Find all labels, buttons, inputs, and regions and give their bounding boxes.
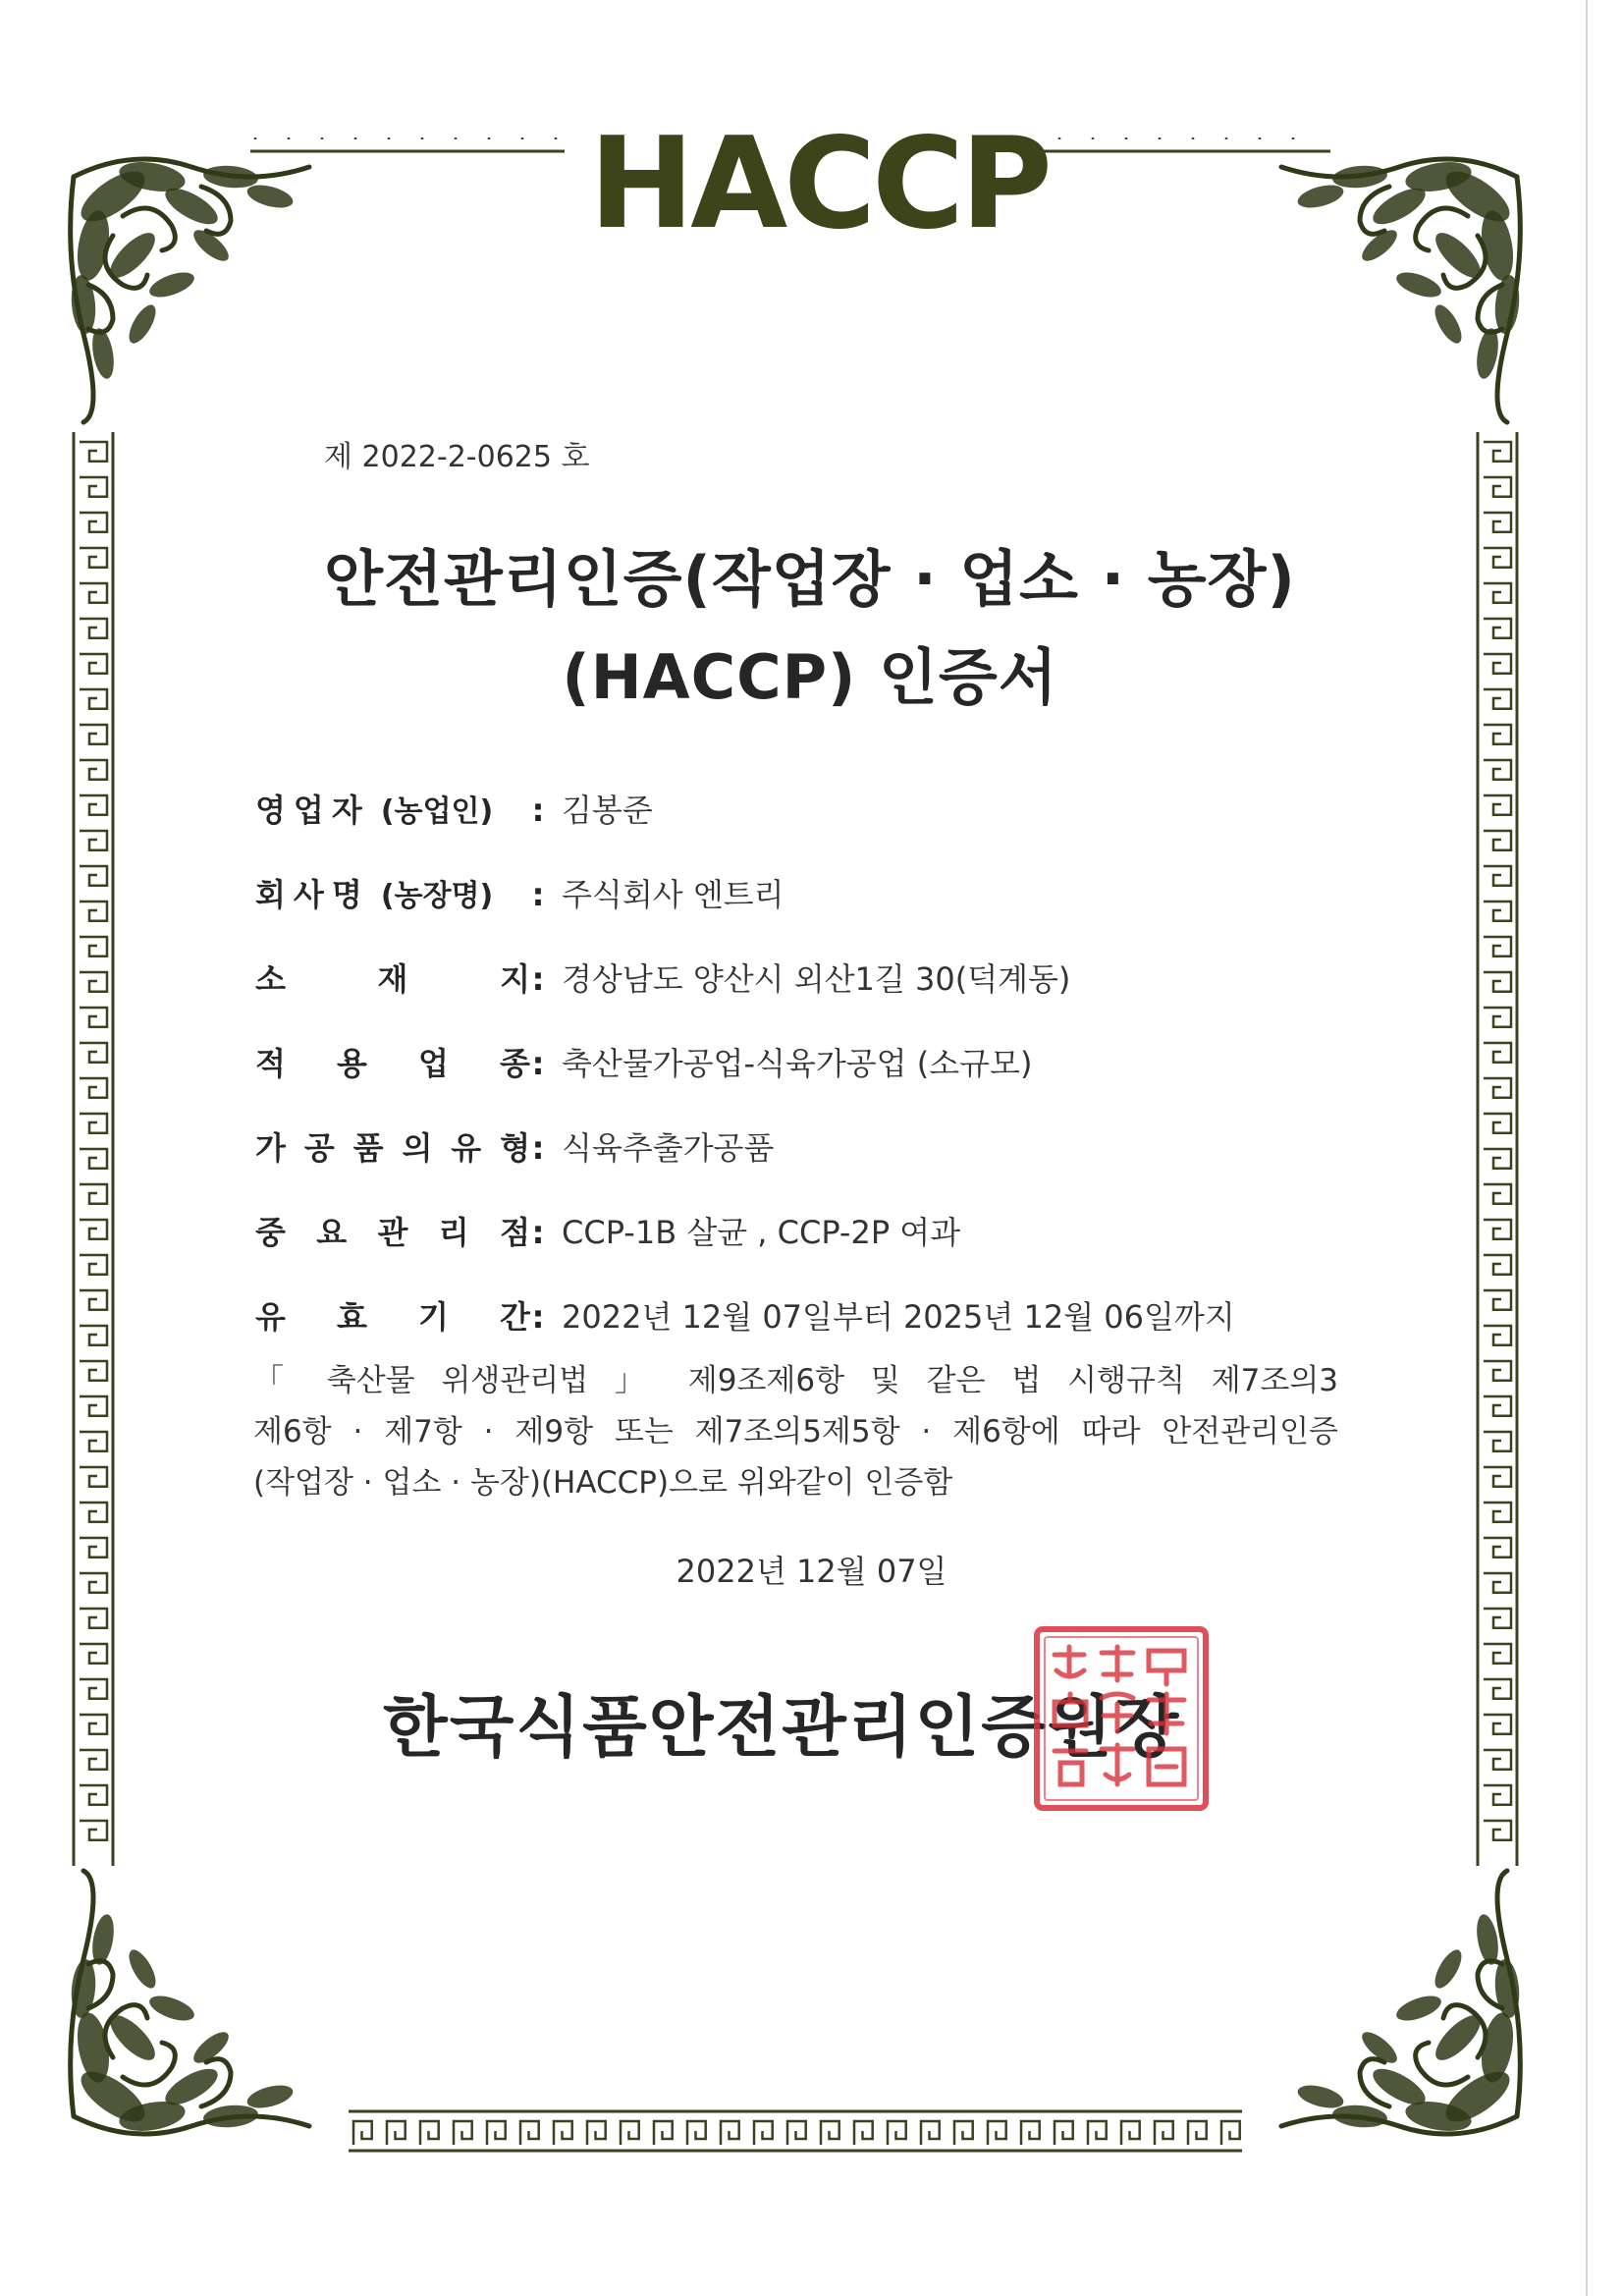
field-colon: : — [531, 1298, 545, 1336]
leaf — [124, 301, 161, 347]
field-colon: : — [531, 1214, 545, 1251]
field-colon: : — [531, 876, 545, 913]
field-label-validity — [255, 1292, 530, 1341]
statement-line: (작업장 · 업소 · 농장)(HACCP)으로 위와같이 인증함 — [253, 1465, 953, 1501]
field-label-char: 기 — [418, 1298, 449, 1336]
seal-graphic — [1033, 1625, 1210, 1812]
issue-date: 2022년 12월 07일 — [676, 1553, 947, 1590]
leaf-scroll — [69, 1871, 309, 2136]
field-label-char: 유 — [451, 1129, 482, 1167]
official-seal — [1033, 1625, 1210, 1812]
field-label-industry — [255, 1039, 530, 1088]
leaf — [244, 181, 296, 212]
leaf — [146, 267, 197, 301]
field-colon: : — [531, 1129, 545, 1167]
field-label-char: 지 — [500, 960, 530, 998]
field-value-ccp: CCP-1B 살균 , CCP-2P 여과 — [562, 1214, 961, 1251]
field-label-char: 재 — [377, 960, 408, 998]
scroll-curl — [1281, 2116, 1517, 2134]
field-label-char: 의 — [402, 1129, 433, 1167]
field-label-char: 효 — [337, 1298, 367, 1336]
field-label-char: 점 — [500, 1214, 530, 1251]
field-label-char: 적 — [255, 1045, 286, 1082]
certificate-title-line-2: (HACCP) 인증서 — [562, 641, 1058, 713]
field-product-type — [255, 1123, 1335, 1173]
corner-ornament-top-left — [54, 137, 378, 432]
field-label-char: 간 — [500, 1298, 530, 1336]
leaf-scroll — [1281, 1871, 1522, 2136]
field-colon: : — [531, 960, 545, 998]
corner-ornament-bottom-right — [1213, 1861, 1537, 2156]
field-label-char: 가 — [255, 1129, 286, 1167]
field-value-address: 경상남도 양산시 외산1길 30(덕계동) — [562, 960, 1071, 998]
field-label-sub: (농업인) — [380, 794, 494, 829]
field-label-address — [255, 955, 530, 1004]
leaf — [1393, 1991, 1444, 2025]
field-label — [255, 786, 530, 837]
issuer-name: 한국식품안전관리인증원장 — [383, 1689, 1181, 1767]
haccp-logo: HACCP — [589, 111, 1049, 257]
corner-ornament-top-right — [1213, 137, 1537, 432]
leaf — [146, 1991, 197, 2025]
leaf — [244, 2081, 296, 2112]
field-value-operator: 김봉준 — [562, 792, 653, 829]
statement-line: 「 축산물 위생관리법 」 제9조제6항 및 같은 법 시행규칙 제7조의3 — [253, 1363, 1338, 1398]
scroll-curl — [74, 159, 309, 177]
field-colon: : — [531, 792, 545, 829]
statement-line: 제6항 · 제7항 · 제9항 또는 제7조의5제5항 · 제6항에 따라 안전관리인증 — [253, 1414, 1338, 1449]
field-operator — [255, 786, 1335, 835]
field-label-char: 공 — [303, 1129, 335, 1167]
field-label-char: 요 — [316, 1214, 348, 1251]
field-label-ccp — [255, 1208, 530, 1257]
leaf-scroll — [69, 157, 309, 422]
field-label-main: 영업자 — [255, 792, 370, 829]
field-label-char: 리 — [438, 1214, 469, 1251]
field-validity — [255, 1292, 1335, 1341]
greek-key-bottom — [353, 2121, 1240, 2145]
field-label-char: 형 — [500, 1129, 530, 1167]
field-label-char: 종 — [500, 1045, 530, 1082]
greek-key-right — [1484, 442, 1511, 1840]
field-industry — [255, 1039, 1335, 1088]
certificate-number: 제 2022-2-0625 호 — [324, 440, 590, 474]
leaf — [1393, 267, 1444, 301]
greek-key-left — [80, 442, 107, 1840]
field-label — [255, 870, 530, 921]
scroll-curl — [1281, 159, 1517, 177]
corner-ornament-bottom-left — [54, 1861, 378, 2156]
field-label-sub: (농장명) — [380, 879, 494, 913]
field-value-company: 주식회사 엔트리 — [562, 876, 784, 913]
field-label-char: 소 — [255, 960, 286, 998]
field-label-char: 용 — [337, 1045, 367, 1082]
certification-statement — [253, 1355, 1338, 1508]
leaf — [1430, 301, 1467, 347]
leaf — [1295, 2081, 1346, 2112]
field-label-char: 관 — [377, 1214, 408, 1251]
field-address — [255, 955, 1335, 1004]
scroll-curl — [74, 2116, 309, 2134]
certificate-title-line-1: 안전관리인증(작업장 · 업소 · 농장) — [324, 543, 1296, 615]
field-label-char: 중 — [255, 1214, 286, 1251]
leaf — [1295, 181, 1346, 212]
field-company — [255, 870, 1335, 919]
field-value-validity: 2022년 12월 07일부터 2025년 12월 06일까지 — [562, 1298, 1235, 1336]
field-label-char: 유 — [255, 1298, 286, 1336]
field-value-product-type: 식육추출가공품 — [562, 1129, 775, 1167]
field-label-product-type — [255, 1123, 530, 1173]
field-ccp — [255, 1208, 1335, 1257]
field-label-char: 품 — [352, 1129, 384, 1167]
page-edge — [1586, 0, 1588, 2296]
leaf — [124, 1945, 161, 1992]
field-label-main: 회사명 — [255, 876, 370, 913]
field-colon: : — [531, 1045, 545, 1082]
leaf-scroll — [1281, 157, 1522, 422]
field-label-char: 업 — [418, 1045, 449, 1082]
leaf — [1430, 1945, 1467, 1992]
field-value-industry: 축산물가공업-식육가공업 (소규모) — [562, 1045, 1033, 1082]
